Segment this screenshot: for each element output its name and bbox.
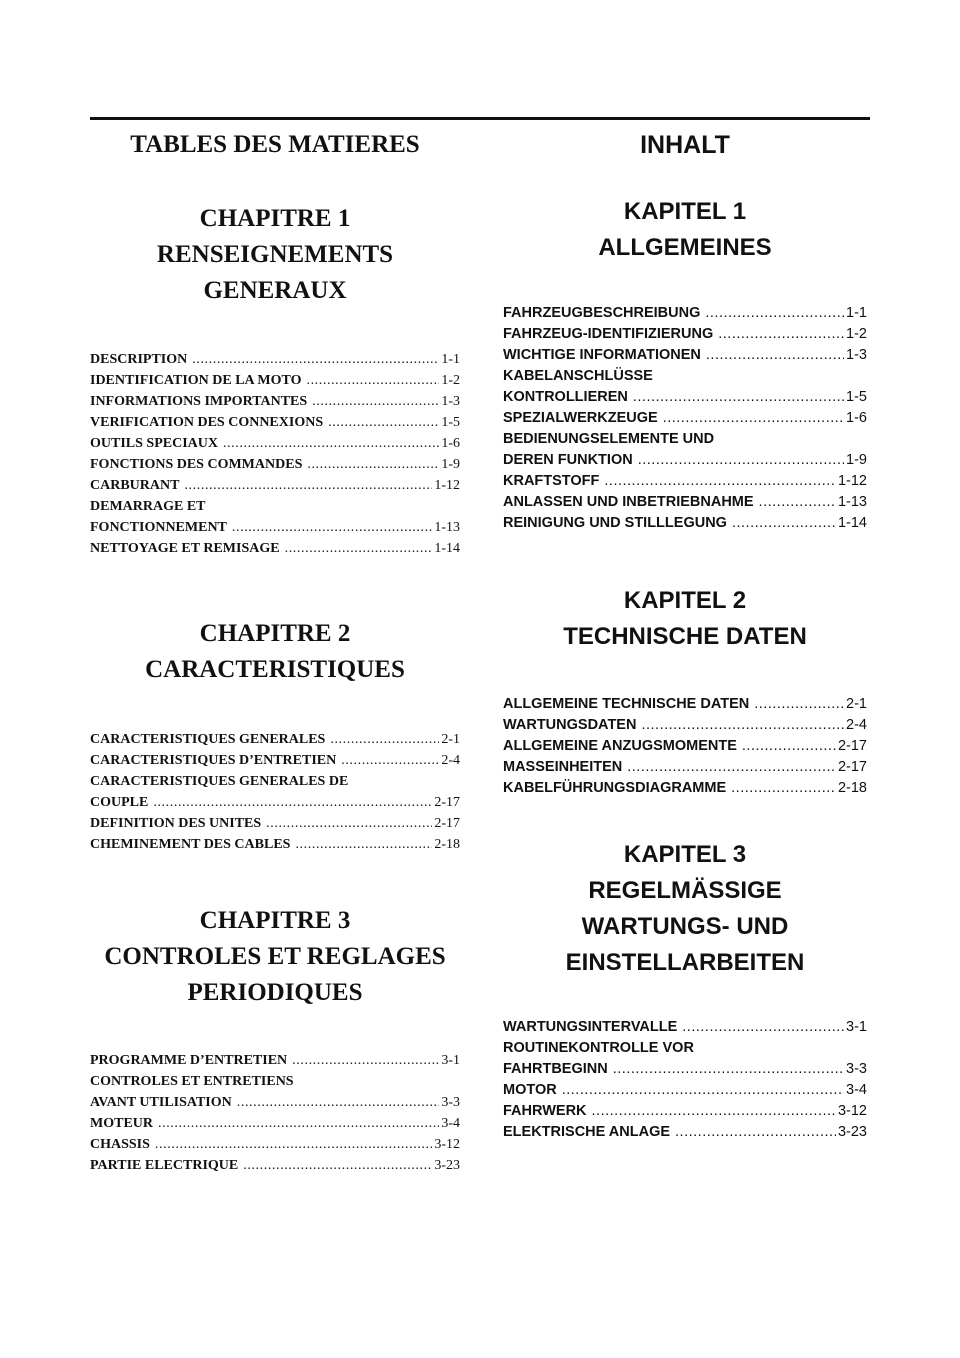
toc-entry[interactable] (503, 757, 867, 778)
toc-entry-title: NETTOYAGE ET REMISAGE (90, 541, 280, 556)
top-rule (90, 117, 870, 120)
toc-entry-title: CHASSIS (90, 1137, 150, 1152)
toc-entry[interactable] (90, 834, 460, 855)
toc-entry-title: KONTROLLIEREN (503, 389, 628, 405)
toc-entry-title: CHEMINEMENT DES CABLES (90, 837, 291, 852)
toc-entry-page: 1-2 (846, 326, 867, 342)
chapter-3-heading-fr (90, 903, 460, 1011)
chapter-1-entries-fr (90, 349, 460, 559)
toc-entry-page: 1-13 (434, 520, 460, 535)
toc-entry-title: KABELFÜHRUNGSDIAGRAMME (503, 780, 727, 796)
toc-entry-page: 2-1 (846, 696, 867, 712)
toc-entry-title: CARACTERISTIQUES D’ENTRETIEN (90, 753, 337, 768)
dot-leader (627, 757, 836, 778)
dot-leader (638, 450, 844, 471)
chapter-1-entries-de (503, 303, 867, 534)
chapter-heading-line: KAPITEL 1 (623, 198, 747, 225)
dot-leader (243, 1155, 432, 1176)
dot-leader (705, 303, 844, 324)
page-title-german: INHALT (640, 131, 730, 159)
dot-leader (341, 750, 439, 771)
toc-entry-title: AVANT UTILISATION (90, 1095, 232, 1110)
dot-leader (237, 1092, 440, 1113)
dot-leader (295, 834, 432, 855)
toc-entry-title: ROUTINEKONTROLLE VOR (503, 1040, 694, 1056)
toc-entry-title: KABELANSCHLÜSSE (503, 368, 653, 384)
toc-entry-page: 3-23 (434, 1158, 460, 1173)
toc-entry[interactable] (90, 729, 460, 750)
toc-entry-page: 1-5 (846, 389, 867, 405)
toc-entry-title: IDENTIFICATION DE LA MOTO (90, 373, 302, 388)
chapter-3-heading-de (503, 837, 867, 981)
dot-leader (223, 433, 439, 454)
toc-entry-title: BEDIENUNGSELEMENTE UND (503, 431, 715, 447)
toc-entry-page: 3-4 (846, 1082, 867, 1098)
toc-entry-title: CARBURANT (90, 478, 180, 493)
dot-leader (312, 391, 439, 412)
chapter-1-heading-de (503, 194, 867, 266)
toc-entry[interactable] (503, 324, 867, 345)
toc-entry[interactable] (503, 1101, 867, 1122)
toc-entry[interactable] (503, 345, 867, 366)
toc-entry-page: 2-17 (837, 738, 867, 754)
toc-entry[interactable] (90, 433, 460, 454)
toc-entry-title: WARTUNGSINTERVALLE (503, 1019, 678, 1035)
toc-entry-title: FAHRTBEGINN (503, 1061, 608, 1077)
chapter-2-entries-fr (90, 729, 460, 855)
toc-entry[interactable] (90, 496, 460, 538)
toc-entry-title: WARTUNGSDATEN (503, 717, 637, 733)
chapter-3-entries-fr (90, 1050, 460, 1176)
toc-entry-title: DEMARRAGE ET (90, 499, 206, 514)
dot-leader (731, 778, 836, 799)
toc-entry-page: 1-9 (441, 457, 460, 472)
dot-leader (592, 1101, 836, 1122)
toc-entry[interactable] (503, 1017, 867, 1038)
chapter-heading-line: RENSEIGNEMENTS (156, 241, 394, 268)
toc-entry-page: 1-3 (441, 394, 460, 409)
toc-entry-title: CONTROLES ET ENTRETIENS (90, 1074, 294, 1089)
toc-entry-page: 2-17 (434, 816, 460, 831)
dot-leader (706, 345, 844, 366)
toc-entry[interactable] (90, 813, 460, 834)
toc-entry-page: 3-1 (441, 1053, 460, 1068)
dot-leader (604, 471, 836, 492)
dot-leader (306, 370, 439, 391)
chapter-heading-line: CHAPITRE 2 (199, 620, 351, 647)
toc-entry[interactable] (503, 513, 867, 534)
dot-leader (613, 1059, 844, 1080)
toc-entry-title: KRAFTSTOFF (503, 473, 600, 489)
toc-entry[interactable] (503, 471, 867, 492)
chapter-heading-line: EINSTELLARBEITEN (565, 949, 805, 976)
chapter-heading-line: PERIODIQUES (187, 979, 363, 1006)
chapter-heading-line: CARACTERISTIQUES (145, 656, 405, 683)
toc-entry-page: 3-23 (837, 1124, 867, 1140)
chapter-heading-line: WARTUNGS- UND (581, 913, 789, 940)
dot-leader (718, 324, 844, 345)
toc-entry-page: 3-3 (846, 1061, 867, 1077)
toc-entry-page: 1-12 (434, 478, 460, 493)
chapter-heading-line: CHAPITRE 1 (199, 205, 351, 232)
chapter-3-entries-de (503, 1017, 867, 1143)
toc-entry-title: ALLGEMEINE ANZUGSMOMENTE (503, 738, 737, 754)
dot-leader (633, 387, 844, 408)
toc-entry-page: 3-12 (434, 1137, 460, 1152)
toc-entry-title: MASSEINHEITEN (503, 759, 623, 775)
toc-entry-title: OUTILS SPECIAUX (90, 436, 218, 451)
toc-entry-page: 1-5 (441, 415, 460, 430)
dot-leader (330, 729, 439, 750)
dot-leader (192, 349, 439, 370)
page-title-french: TABLES DES MATIERES (130, 131, 420, 158)
toc-entry-title: ELEKTRISCHE ANLAGE (503, 1124, 671, 1140)
dot-leader (732, 513, 836, 534)
toc-entry[interactable] (90, 750, 460, 771)
dot-leader (266, 813, 432, 834)
toc-entry-page: 1-14 (837, 515, 867, 531)
toc-entry-page: 2-17 (434, 795, 460, 810)
chapter-heading-line: TECHNISCHE DATEN (563, 623, 807, 650)
toc-entry[interactable] (90, 475, 460, 496)
dot-leader (232, 517, 432, 538)
toc-entry-title: FONCTIONS DES COMMANDES (90, 457, 303, 472)
chapter-2-entries-de (503, 694, 867, 799)
toc-entry[interactable] (90, 538, 460, 559)
toc-entry[interactable] (90, 1113, 460, 1134)
toc-entry[interactable] (90, 1134, 460, 1155)
toc-entry-page: 2-18 (434, 837, 460, 852)
toc-entry[interactable] (503, 492, 867, 513)
toc-entry-page: 1-9 (846, 452, 867, 468)
chapter-2-heading-fr (90, 616, 460, 688)
toc-entry-page: 1-1 (441, 352, 460, 367)
dot-leader (153, 792, 432, 813)
toc-entry-page: 2-18 (837, 780, 867, 796)
toc-entry[interactable] (503, 1038, 867, 1080)
dot-leader (742, 736, 836, 757)
toc-entry-page: 1-12 (837, 473, 867, 489)
toc-entry-title: ALLGEMEINE TECHNISCHE DATEN (503, 696, 750, 712)
dot-leader (307, 454, 439, 475)
toc-entry-title: DEFINITION DES UNITES (90, 816, 262, 831)
chapter-heading-line: CONTROLES ET REGLAGES (104, 943, 446, 970)
toc-entry-page: 1-2 (441, 373, 460, 388)
toc-entry-page: 2-17 (837, 759, 867, 775)
toc-entry[interactable] (503, 1122, 867, 1143)
toc-entry[interactable] (90, 412, 460, 433)
toc-entry-title: FONCTIONNEMENT (90, 520, 227, 535)
toc-entry[interactable] (90, 1155, 460, 1176)
toc-entry-title: REINIGUNG UND STILLLEGUNG (503, 515, 727, 531)
toc-entry[interactable] (503, 366, 867, 408)
toc-entry-title: VERIFICATION DES CONNEXIONS (90, 415, 324, 430)
toc-entry-page: 3-1 (846, 1019, 867, 1035)
toc-entry-page: 1-14 (434, 541, 460, 556)
toc-entry[interactable] (503, 715, 867, 736)
toc-entry-page: 3-3 (441, 1095, 460, 1110)
toc-entry[interactable] (90, 391, 460, 412)
dot-leader (759, 492, 836, 513)
toc-entry-page: 3-4 (441, 1116, 460, 1131)
toc-entry[interactable] (90, 771, 460, 813)
toc-entry-title: CARACTERISTIQUES GENERALES DE (90, 774, 349, 789)
toc-entry[interactable] (503, 303, 867, 324)
toc-entry-title: DESCRIPTION (90, 352, 188, 367)
toc-entry-title: FAHRZEUGBESCHREIBUNG (503, 305, 701, 321)
toc-entry-page: 1-3 (846, 347, 867, 363)
toc-entry-page: 2-1 (441, 732, 460, 747)
dot-leader (663, 408, 844, 429)
toc-entry-title: WICHTIGE INFORMATIONEN (503, 347, 701, 363)
dot-leader (675, 1122, 836, 1143)
toc-entry[interactable] (503, 778, 867, 799)
toc-entry-title: COUPLE (90, 795, 149, 810)
chapter-heading-line: ALLGEMEINES (598, 234, 772, 261)
chapter-heading-line: KAPITEL 3 (623, 841, 747, 868)
toc-entry[interactable] (503, 694, 867, 715)
toc-entry-page: 1-6 (846, 410, 867, 426)
toc-entry-page: 2-4 (441, 753, 460, 768)
toc-entry-page: 2-4 (846, 717, 867, 733)
toc-entry[interactable] (503, 408, 867, 429)
chapter-heading-line: KAPITEL 2 (623, 587, 747, 614)
toc-entry-title: MOTEUR (90, 1116, 153, 1131)
dot-leader (562, 1080, 844, 1101)
toc-entry[interactable] (90, 1050, 460, 1071)
dot-leader (184, 475, 432, 496)
toc-entry-title: FAHRZEUG-IDENTIFIZIERUNG (503, 326, 714, 342)
dot-leader (285, 538, 433, 559)
chapter-heading-line: GENERAUX (203, 277, 347, 304)
toc-entry-title: MOTOR (503, 1082, 557, 1098)
toc-entry[interactable] (90, 454, 460, 475)
dot-leader (155, 1134, 432, 1155)
toc-entry[interactable] (503, 429, 867, 471)
toc-entry-title: CARACTERISTIQUES GENERALES (90, 732, 326, 747)
toc-entry-page: 3-12 (837, 1103, 867, 1119)
toc-entry[interactable] (90, 349, 460, 370)
dot-leader (292, 1050, 439, 1071)
toc-entry-title: INFORMATIONS IMPORTANTES (90, 394, 308, 409)
chapter-heading-line: REGELMÄSSIGE (588, 877, 782, 904)
toc-entry-title: ANLASSEN UND INBETRIEBNAHME (503, 494, 754, 510)
dot-leader (328, 412, 439, 433)
chapter-1-heading-fr (90, 201, 460, 309)
chapter-heading-line: CHAPITRE 3 (199, 907, 351, 934)
toc-entry[interactable] (503, 736, 867, 757)
toc-entry-title: DEREN FUNKTION (503, 452, 633, 468)
toc-entry-title: PARTIE ELECTRIQUE (90, 1158, 239, 1173)
dot-leader (158, 1113, 439, 1134)
toc-entry-title: SPEZIALWERKZEUGE (503, 410, 658, 426)
toc-entry[interactable] (90, 1071, 460, 1113)
dot-leader (754, 694, 844, 715)
toc-entry-title: PROGRAMME D’ENTRETIEN (90, 1053, 288, 1068)
toc-entry-page: 1-1 (846, 305, 867, 321)
toc-entry[interactable] (503, 1080, 867, 1101)
toc-entry-page: 1-6 (441, 436, 460, 451)
chapter-2-heading-de (503, 583, 867, 655)
toc-entry[interactable] (90, 370, 460, 391)
dot-leader (682, 1017, 844, 1038)
toc-entry-title: FAHRWERK (503, 1103, 587, 1119)
toc-entry-page: 1-13 (837, 494, 867, 510)
dot-leader (641, 715, 844, 736)
